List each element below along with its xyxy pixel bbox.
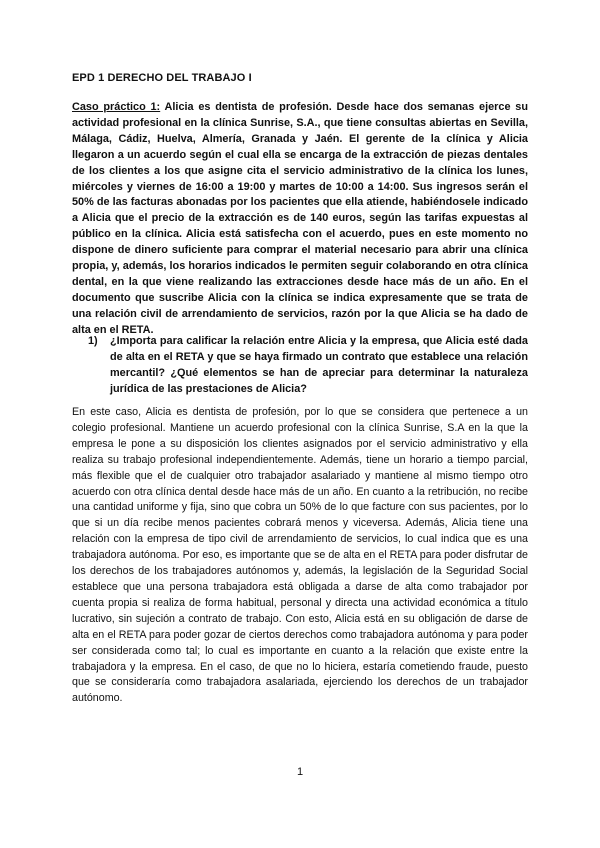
case-text: Alicia es dentista de profesión. Desde hace dos semanas ejerce su actividad profesional en la clínica Sunrise, S.A., que tiene consultas abiertas en Sevilla, Málaga, Cádiz, Huelva, Almería, Granada y Jaén. El gerente de la clínica y Alicia llegaron a un acuerdo según el cual ella se encarga de la extracción de piezas dentales de los clientes a los que asigne cita el servicio administrativo de la clínica los lunes, miércoles y viernes de 16:00 a 19:00 y martes de 10:00 a 14:00. Sus ingresos serán el 50% de las facturas abonadas por los pacientes que ella atiende, habiéndosele indicado a Alicia que el precio de la extracción es de 140 euros, según las tarifas expuestas al público en la clínica. Alicia está satisfecha con el acuerdo, pues en este momento no dispone de dinero suficiente para comprar el material necesario para abrir una clínica propia, y, además, los horarios indicados le permiten seguir colaborando en otra clínica dental, en la que viene realizando las extracciones desde hace más de un año. En el documento que suscribe Alicia con la clínica se indica expresamente que se trata de una relación civil de arrendamiento de servicios, razón por la que Alicia se ha dado de alta en el RETA.: [72, 101, 528, 336]
case-label: Caso práctico 1:: [72, 101, 161, 113]
page-number: 1: [296, 766, 304, 778]
case-statement: [72, 100, 528, 339]
document-title: EPD 1 DERECHO DEL TRABAJO I: [72, 72, 252, 84]
question-number: 1): [88, 335, 98, 347]
question-text: ¿Importa para calificar la relación entre Alicia y la empresa, que Alicia esté dada de alta en el RETA y que se haya firmado un contrato que establece una relación mercantil? ¿Qué elementos se han de apreciar para determinar la naturaleza jurídica de las prestaciones de Alicia?: [110, 335, 528, 395]
question-item: [88, 334, 528, 398]
answer-paragraph: En este caso, Alicia es dentista de profesión, por lo que se considera que pertenece a un colegio profesional. Mantiene un acuerdo profesional con la clínica Sunrise, S.A en la que la empresa le pone a su disposición los clientes asignados por el servicio administrativo y ella realiza su trabajo profesional independientemente. Además, tiene un horario a tiempo parcial, más flexible que el de cualquier otro trabajador asalariado y mantiene al mismo tiempo otro acuerdo con otra clínica dental desde hace más de un año. En cuanto a la retribución, no recibe una cantidad uniforme y fija, sino que cobra un 50% de lo que facture con sus pacientes, por lo que si un día recibe menos pacientes cobrará menos y viceversa. Además, Alicia tiene una relación con la empresa de tipo civil de arrendamiento de servicios, lo cual indica que es una trabajadora autónoma. Por eso, es importante que se de alta en el RETA para poder disfrutar de los derechos de los trabajadores autónomos y, además, la legislación de la Seguridad Social establece que una persona trabajadora está obligada a darse de alta como trabajador por cuenta propia si realiza de forma habitual, personal y directa una actividad económica a título lucrativo, sin sujeción a contrato de trabajo. Con esto, Alicia está en su obligación de darse de alta en el RETA para poder gozar de ciertos derechos como trabajadora autónoma y para poder ser considerada como tal; lo cual es importante en cuanto a la relación que existe entre la trabajadora y la empresa. En el caso, de que no lo hiciera, estaría cometiendo fraude, puesto que se consideraría como trabajadora asalariada, ejerciendo los derechos de un trabajador autónomo.: [72, 406, 528, 705]
